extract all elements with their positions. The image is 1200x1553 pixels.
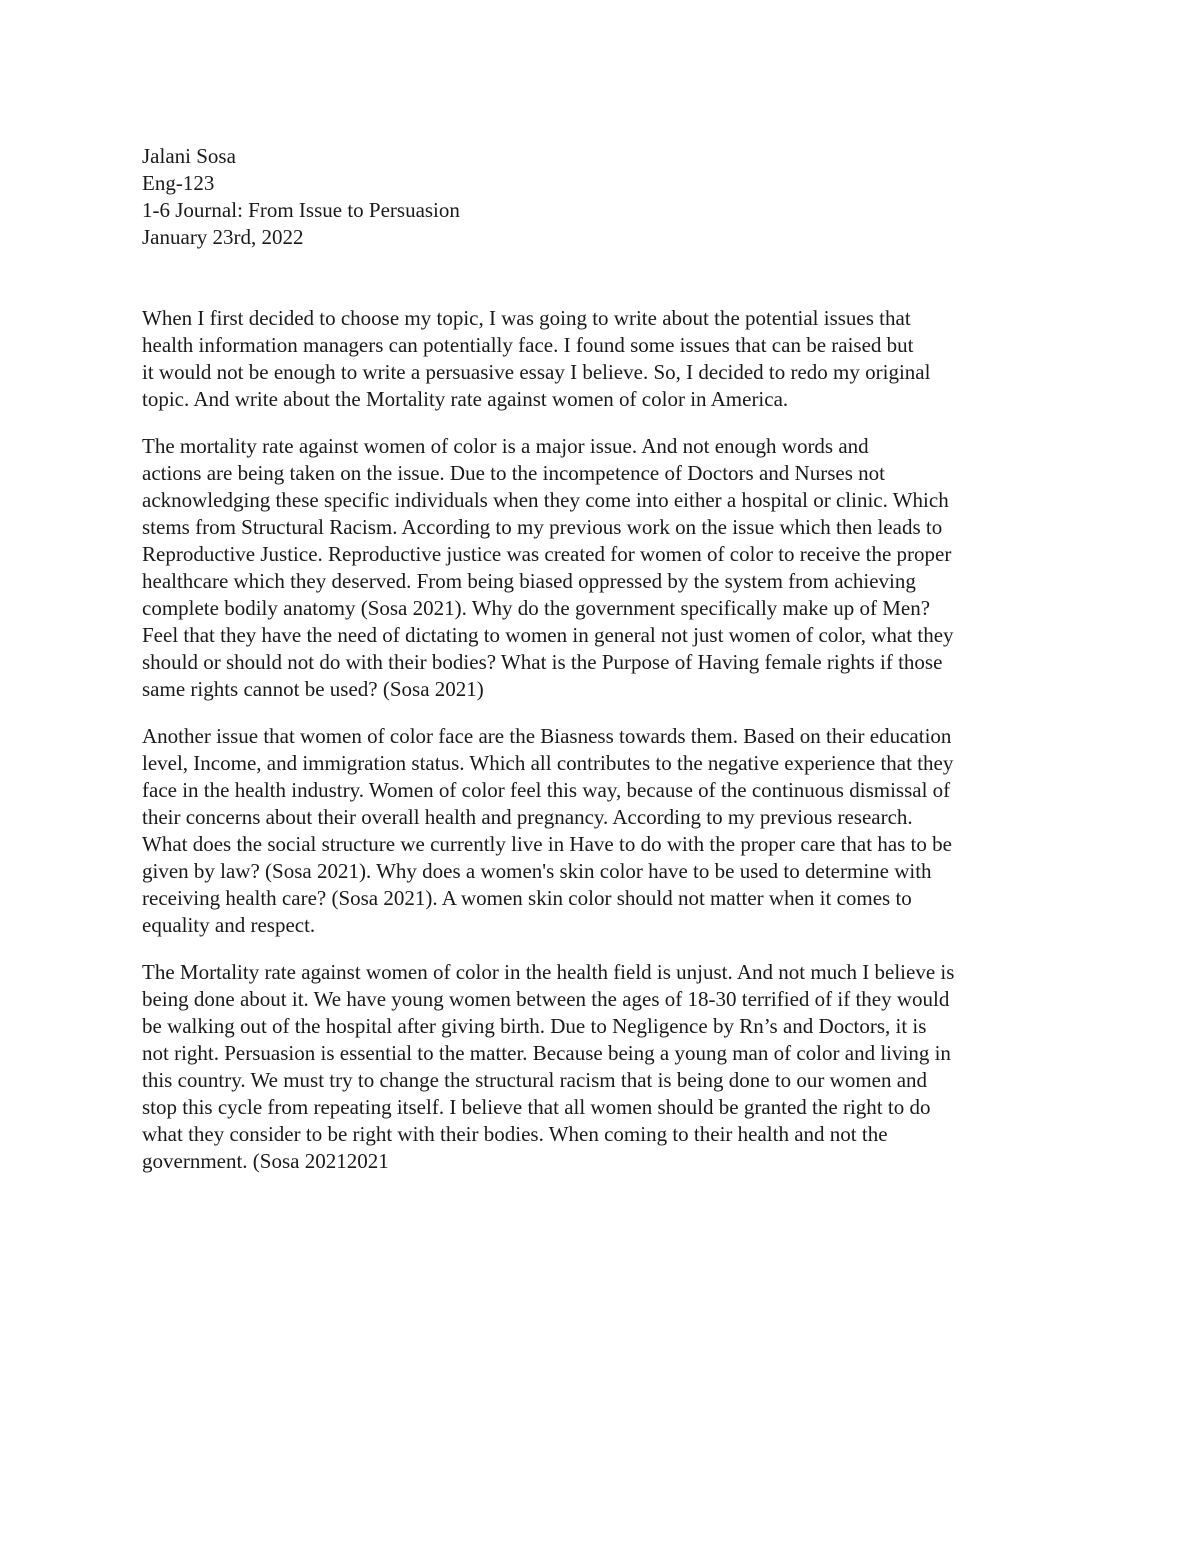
document-body xyxy=(142,143,1082,1195)
paragraph-line: their concerns about their overall health and pregnancy. According to my previous research. xyxy=(142,805,913,829)
paragraph-line: Another issue that women of color face are the Biasness towards them. Based on their education xyxy=(142,724,952,748)
paragraph-line: level, Income, and immigration status. Which all contributes to the negative experience that they xyxy=(142,751,954,775)
paragraph-line: acknowledging these specific individuals when they come into either a hospital or clinic. Which xyxy=(142,488,949,512)
author-name: Jalani Sosa xyxy=(142,144,236,168)
paragraph-line: health information managers can potentially face. I found some issues that can be raised but xyxy=(142,333,914,357)
paragraph-line: Reproductive Justice. Reproductive justice was created for women of color to receive the proper xyxy=(142,542,952,566)
paragraph-line: same rights cannot be used? (Sosa 2021) xyxy=(142,677,484,701)
paragraph-line: equality and respect. xyxy=(142,913,316,937)
paragraph-line: actions are being taken on the issue. Due to the incompetence of Doctors and Nurses not xyxy=(142,461,885,485)
paragraph-line: being done about it. We have young women between the ages of 18-30 terrified of if they would xyxy=(142,987,950,1011)
paragraph-1 xyxy=(142,305,1082,413)
paragraph-line: this country. We must try to change the structural racism that is being done to our women and xyxy=(142,1068,928,1092)
paragraph-line: not right. Persuasion is essential to the matter. Because being a young man of color and living in xyxy=(142,1041,951,1065)
assignment-title: 1-6 Journal: From Issue to Persuasion xyxy=(142,198,460,222)
paragraph-line: The Mortality rate against women of color in the health field is unjust. And not much I believe is xyxy=(142,960,955,984)
paragraph-line: What does the social structure we currently live in Have to do with the proper care that has to be xyxy=(142,832,952,856)
paragraph-line: stems from Structural Racism. According to my previous work on the issue which then leads to xyxy=(142,515,943,539)
document-header xyxy=(142,143,1082,251)
paragraph-line: Feel that they have the need of dictating to women in general not just women of color, what they xyxy=(142,623,954,647)
paragraph-4 xyxy=(142,959,1082,1175)
paragraph-line: receiving health care? (Sosa 2021). A women skin color should not matter when it comes to xyxy=(142,886,912,910)
document-date: January 23rd, 2022 xyxy=(142,225,304,249)
essay-paragraphs xyxy=(142,305,1082,1175)
paragraph-line: given by law? (Sosa 2021). Why does a women's skin color have to be used to determine with xyxy=(142,859,932,883)
paragraph-line: face in the health industry. Women of color feel this way, because of the continuous dismissal of xyxy=(142,778,951,802)
paragraph-line: stop this cycle from repeating itself. I believe that all women should be granted the right to do xyxy=(142,1095,931,1119)
paragraph-2 xyxy=(142,433,1082,703)
course-code: Eng-123 xyxy=(142,171,215,195)
paragraph-line: complete bodily anatomy (Sosa 2021). Why do the government specifically make up of Men? xyxy=(142,596,931,620)
paragraph-line: it would not be enough to write a persuasive essay I believe. So, I decided to redo my original xyxy=(142,360,931,384)
paragraph-3 xyxy=(142,723,1082,939)
paragraph-line: what they consider to be right with their bodies. When coming to their health and not the xyxy=(142,1122,888,1146)
paragraph-line: healthcare which they deserved. From being biased oppressed by the system from achieving xyxy=(142,569,916,593)
paragraph-line: The mortality rate against women of color is a major issue. And not enough words and xyxy=(142,434,869,458)
paragraph-line: topic. And write about the Mortality rate against women of color in America. xyxy=(142,387,789,411)
paragraph-line: be walking out of the hospital after giving birth. Due to Negligence by Rn’s and Doctors, it is xyxy=(142,1014,927,1038)
paragraph-line: government. (Sosa 20212021 xyxy=(142,1149,389,1173)
paragraph-line: should or should not do with their bodies? What is the Purpose of Having female rights if those xyxy=(142,650,943,674)
paragraph-line: When I first decided to choose my topic, I was going to write about the potential issues that xyxy=(142,306,911,330)
